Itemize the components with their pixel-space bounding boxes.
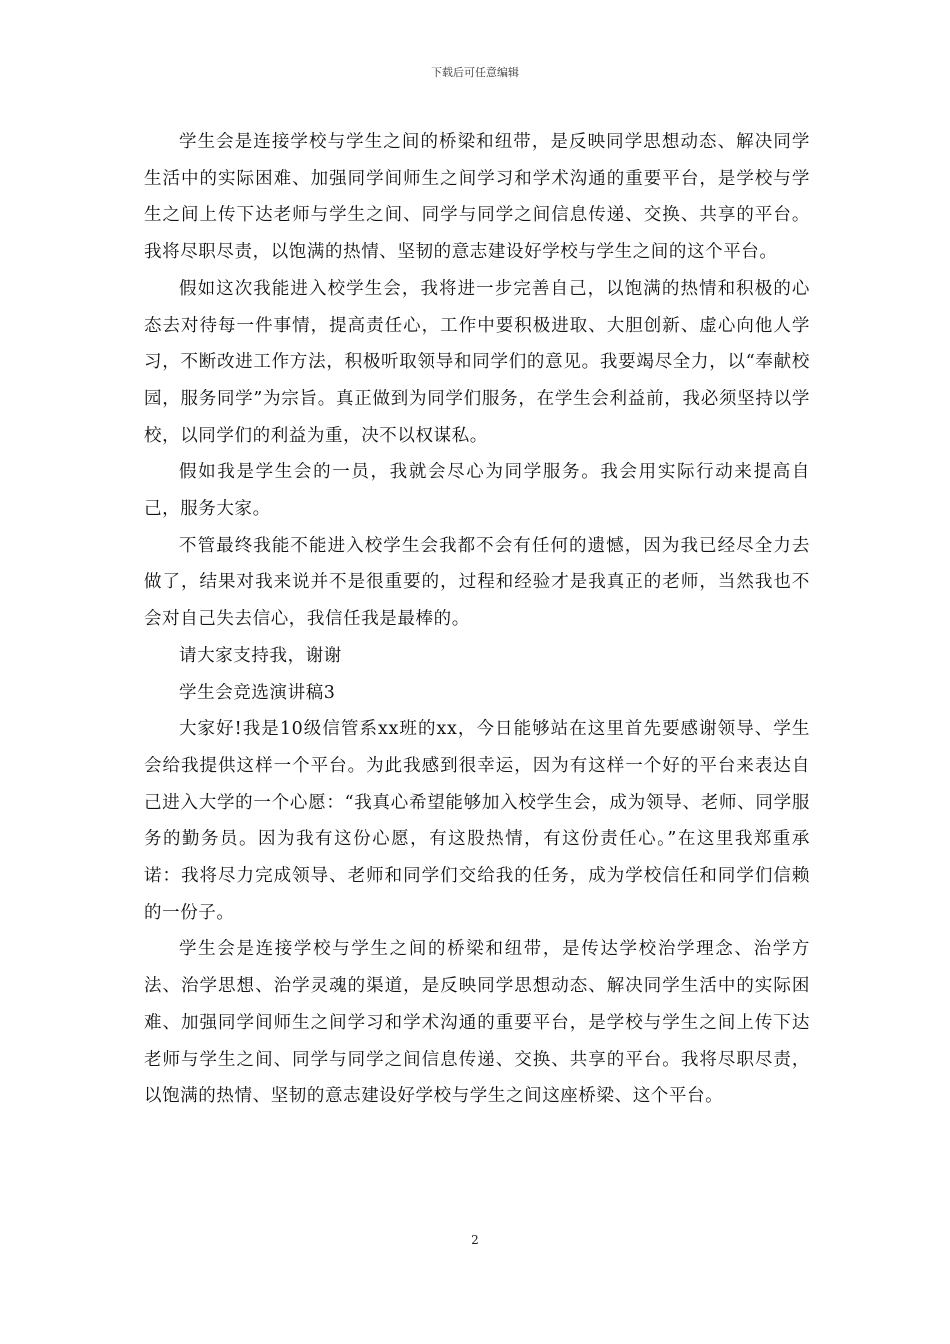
page-header-note: 下载后可任意编辑	[431, 66, 519, 79]
document-body	[144, 124, 810, 1115]
section-title: 学生会竞选演讲稿3	[179, 682, 336, 703]
paragraph: 学生会是连接学校与学生之间的桥梁和纽带，是传达学校治学理念、治学方法、治学思想、治学灵魂的渠道，是反映同学思想动态、解决同学生活中的实际困难、加强同学间师生之间学习和学术沟通的重要平台，是学校与学生之间上传下达老师与学生之间、同学与同学之间信息传递、交换、共享的平台。我将尽职尽责，以饱满的热情、坚韧的意志建设好学校与学生之间这座桥梁、这个平台。	[144, 939, 810, 1107]
page-number: 2	[471, 1233, 479, 1247]
paragraph: 假如这次我能进入校学生会，我将进一步完善自己，以饱满的热情和积极的心态去对待每一件事情，提高责任心，工作中要积极进取、大胆创新、虚心向他人学习，不断改进工作方法，积极听取领导和同学们的意见。我要竭尽全力，以“奉献校园，服务同学”为宗旨。真正做到为同学们服务，在学生会利益前，我必须坚持以学校，以同学们的利益为重，决不以权谋私。	[144, 278, 810, 446]
paragraph: 大家好!我是10级信管系xx班的xx，今日能够站在这里首先要感谢领导、学生会给我提供这样一个平台。为此我感到很幸运，因为有这样一个好的平台来表达自己进入大学的一个心愿：“我真心希望能够加入校学生会，成为领导、老师、同学服务的勤务员。因为我有这份心愿，有这股热情，有这份责任心。”在这里我郑重承诺：我将尽力完成领导、老师和同学们交给我的任务，成为学校信任和同学们信赖的一份子。	[144, 719, 810, 923]
closing-line: 请大家支持我，谢谢	[179, 645, 342, 666]
paragraph: 学生会是连接学校与学生之间的桥梁和纽带，是反映同学思想动态、解决同学生活中的实际困难、加强同学间师生之间学习和学术沟通的重要平台，是学校与学生之间上传下达老师与学生之间、同学与同学之间信息传递、交换、共享的平台。我将尽职尽责，以饱满的热情、坚韧的意志建设好学校与学生之间的这个平台。	[144, 132, 810, 263]
paragraph: 假如我是学生会的一员，我就会尽心为同学服务。我会用实际行动来提高自己，服务大家。	[144, 462, 810, 520]
paragraph: 不管最终我能不能进入校学生会我都不会有任何的遗憾，因为我已经尽全力去做了，结果对我来说并不是很重要的，过程和经验才是我真正的老师，当然我也不会对自己失去信心，我信任我是最棒的。	[144, 535, 810, 630]
